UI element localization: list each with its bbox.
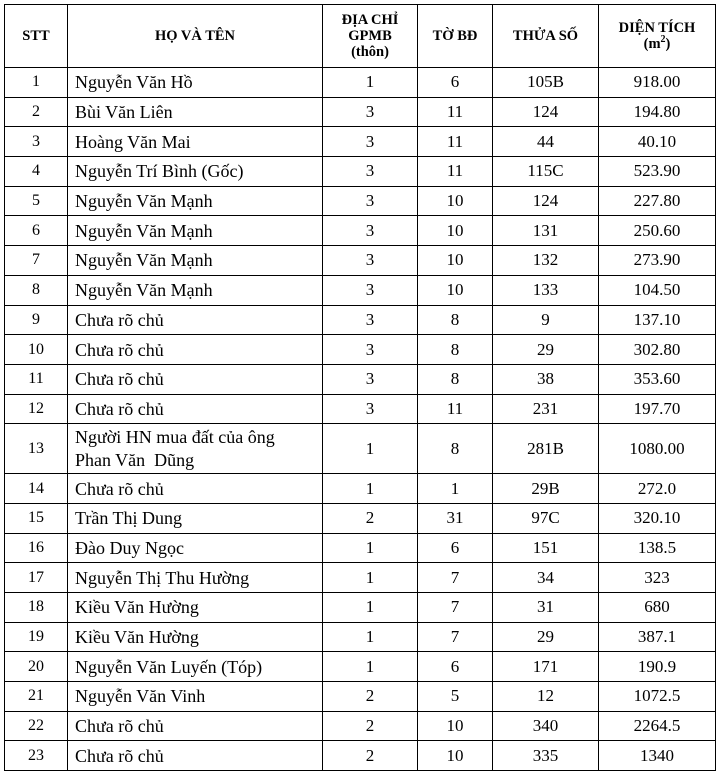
cell-plot-number: 335 (493, 741, 599, 771)
cell-area: 227.80 (599, 186, 716, 216)
cell-name: Chưa rõ chủ (68, 474, 323, 504)
cell-plot-number: 132 (493, 246, 599, 276)
cell-stt: 4 (5, 157, 68, 187)
cell-village: 2 (323, 682, 418, 712)
cell-plot-number: 281B (493, 424, 599, 474)
cell-village: 1 (323, 563, 418, 593)
cell-plot-number: 97C (493, 503, 599, 533)
cell-village: 1 (323, 533, 418, 563)
cell-village: 1 (323, 652, 418, 682)
cell-village: 3 (323, 335, 418, 365)
cell-name: Kiều Văn Hường (68, 593, 323, 623)
cell-plot-number: 133 (493, 275, 599, 305)
cell-plot-number: 29 (493, 335, 599, 365)
cell-area: 302.80 (599, 335, 716, 365)
cell-plot-number: 231 (493, 394, 599, 424)
cell-plot-number: 31 (493, 593, 599, 623)
cell-area: 387.1 (599, 622, 716, 652)
cell-name: Kiều Văn Hường (68, 622, 323, 652)
cell-area: 680 (599, 593, 716, 623)
cell-area: 523.90 (599, 157, 716, 187)
cell-village: 1 (323, 593, 418, 623)
cell-plot-number: 171 (493, 652, 599, 682)
cell-stt: 18 (5, 593, 68, 623)
table-header (5, 5, 716, 68)
cell-map-sheet: 10 (418, 711, 493, 741)
cell-map-sheet: 6 (418, 652, 493, 682)
table-row (5, 394, 716, 424)
cell-stt: 1 (5, 68, 68, 98)
cell-name: Chưa rõ chủ (68, 364, 323, 394)
cell-name: Trần Thị Dung (68, 503, 323, 533)
cell-village: 1 (323, 68, 418, 98)
cell-village: 2 (323, 503, 418, 533)
cell-area: 1080.00 (599, 424, 716, 474)
cell-name: Chưa rõ chủ (68, 394, 323, 424)
cell-area: 138.5 (599, 533, 716, 563)
cell-map-sheet: 7 (418, 593, 493, 623)
cell-name: Nguyễn Văn Vinh (68, 682, 323, 712)
header-area-unit: $(m^2)$ (643, 34, 671, 52)
table-row (5, 741, 716, 771)
header-map-sheet: TỜ BĐ (418, 5, 493, 68)
cell-stt: 8 (5, 275, 68, 305)
cell-stt: 10 (5, 335, 68, 365)
cell-plot-number: 38 (493, 364, 599, 394)
cell-area: 2264.5 (599, 711, 716, 741)
table-row (5, 533, 716, 563)
cell-plot-number: 29B (493, 474, 599, 504)
cell-name: Nguyễn Văn Mạnh (68, 246, 323, 276)
table-row (5, 335, 716, 365)
cell-map-sheet: 6 (418, 68, 493, 98)
cell-village: 1 (323, 424, 418, 474)
table-row (5, 186, 716, 216)
table-row (5, 622, 716, 652)
cell-village: 3 (323, 394, 418, 424)
cell-area: 272.0 (599, 474, 716, 504)
cell-name: Chưa rõ chủ (68, 741, 323, 771)
table-row (5, 593, 716, 623)
cell-stt: 20 (5, 652, 68, 682)
cell-plot-number: 29 (493, 622, 599, 652)
cell-stt: 23 (5, 741, 68, 771)
cell-map-sheet: 10 (418, 275, 493, 305)
table-body (5, 68, 716, 771)
cell-name: Nguyễn Văn Hồ (68, 68, 323, 98)
cell-village: 2 (323, 741, 418, 771)
cell-plot-number: 34 (493, 563, 599, 593)
cell-village: 2 (323, 711, 418, 741)
cell-area: 320.10 (599, 503, 716, 533)
cell-stt: 21 (5, 682, 68, 712)
table-row (5, 424, 716, 474)
cell-map-sheet: 8 (418, 424, 493, 474)
cell-name: Chưa rõ chủ (68, 335, 323, 365)
cell-stt: 22 (5, 711, 68, 741)
cell-area: 1072.5 (599, 682, 716, 712)
cell-stt: 11 (5, 364, 68, 394)
cell-plot-number: 9 (493, 305, 599, 335)
cell-area: 40.10 (599, 127, 716, 157)
cell-area: 197.70 (599, 394, 716, 424)
cell-stt: 12 (5, 394, 68, 424)
cell-stt: 14 (5, 474, 68, 504)
cell-plot-number: 105B (493, 68, 599, 98)
table-row (5, 503, 716, 533)
header-address-line2: GPMB (348, 28, 392, 44)
cell-name: Nguyễn Văn Luyến (Tóp) (68, 652, 323, 682)
cell-plot-number: 12 (493, 682, 599, 712)
cell-village: 3 (323, 127, 418, 157)
cell-map-sheet: 5 (418, 682, 493, 712)
cell-village: 3 (323, 216, 418, 246)
cell-village: 3 (323, 186, 418, 216)
cell-name: Nguyễn Văn Mạnh (68, 216, 323, 246)
cell-plot-number: 124 (493, 97, 599, 127)
cell-name (68, 424, 323, 474)
cell-village: 3 (323, 246, 418, 276)
cell-area: 1340 (599, 741, 716, 771)
cell-stt: 3 (5, 127, 68, 157)
table-row (5, 246, 716, 276)
cell-map-sheet: 11 (418, 127, 493, 157)
cell-name: Bùi Văn Liên (68, 97, 323, 127)
cell-village: 1 (323, 474, 418, 504)
cell-map-sheet: 10 (418, 741, 493, 771)
cell-name: Nguyễn Văn Mạnh (68, 275, 323, 305)
table-row (5, 97, 716, 127)
cell-map-sheet: 10 (418, 216, 493, 246)
cell-plot-number: 44 (493, 127, 599, 157)
header-stt: STT (5, 5, 68, 68)
cell-name: Nguyễn Thị Thu Hường (68, 563, 323, 593)
cell-village: 3 (323, 305, 418, 335)
cell-stt: 17 (5, 563, 68, 593)
cell-map-sheet: 7 (418, 563, 493, 593)
table-row (5, 275, 716, 305)
cell-map-sheet: 11 (418, 394, 493, 424)
cell-name: Nguyễn Trí Bình (Gốc) (68, 157, 323, 187)
cell-area: 353.60 (599, 364, 716, 394)
cell-stt: 15 (5, 503, 68, 533)
cell-village: 3 (323, 364, 418, 394)
cell-name: Đào Duy Ngọc (68, 533, 323, 563)
cell-stt: 6 (5, 216, 68, 246)
cell-area: 918.00 (599, 68, 716, 98)
cell-stt: 7 (5, 246, 68, 276)
table-row (5, 157, 716, 187)
cell-map-sheet: 10 (418, 186, 493, 216)
cell-map-sheet: 6 (418, 533, 493, 563)
cell-area: 250.60 (599, 216, 716, 246)
table-row (5, 682, 716, 712)
cell-map-sheet: 8 (418, 305, 493, 335)
header-row (5, 5, 716, 68)
cell-village: 1 (323, 622, 418, 652)
cell-stt: 9 (5, 305, 68, 335)
cell-map-sheet: 1 (418, 474, 493, 504)
name-line2: Phan Văn Dũng (75, 449, 195, 470)
cell-plot-number: 151 (493, 533, 599, 563)
cell-map-sheet: 8 (418, 364, 493, 394)
cell-stt: 19 (5, 622, 68, 652)
cell-area: 323 (599, 563, 716, 593)
header-plot-number: THỬA SỐ (493, 5, 599, 68)
cell-map-sheet: 10 (418, 246, 493, 276)
cell-name: Nguyễn Văn Mạnh (68, 186, 323, 216)
table-row (5, 127, 716, 157)
table-row (5, 474, 716, 504)
cell-name: Chưa rõ chủ (68, 711, 323, 741)
header-address-line3: (thôn) (351, 44, 389, 60)
cell-plot-number: 340 (493, 711, 599, 741)
table-row (5, 216, 716, 246)
table-row (5, 364, 716, 394)
cell-village: 3 (323, 97, 418, 127)
cell-village: 3 (323, 157, 418, 187)
cell-area: 137.10 (599, 305, 716, 335)
table-row (5, 563, 716, 593)
cell-plot-number: 124 (493, 186, 599, 216)
cell-map-sheet: 11 (418, 157, 493, 187)
header-address-line1: ĐỊA CHỈ (341, 12, 399, 28)
table-row (5, 711, 716, 741)
header-name: HỌ VÀ TÊN (68, 5, 323, 68)
cell-plot-number: 131 (493, 216, 599, 246)
cell-map-sheet: 11 (418, 97, 493, 127)
cell-village: 3 (323, 275, 418, 305)
land-plot-table (4, 4, 716, 771)
header-area (599, 5, 716, 68)
cell-stt: 13 (5, 424, 68, 474)
table-row (5, 68, 716, 98)
cell-stt: 5 (5, 186, 68, 216)
cell-stt: 16 (5, 533, 68, 563)
cell-plot-number: 115C (493, 157, 599, 187)
cell-area: 194.80 (599, 97, 716, 127)
header-area-line1: DIỆN TÍCH (618, 20, 696, 36)
cell-area: 273.90 (599, 246, 716, 276)
cell-stt: 2 (5, 97, 68, 127)
table-row (5, 652, 716, 682)
cell-area: 104.50 (599, 275, 716, 305)
header-address (323, 5, 418, 68)
name-line1: Người HN mua đất của ông (75, 426, 275, 447)
cell-map-sheet: 8 (418, 335, 493, 365)
cell-area: 190.9 (599, 652, 716, 682)
table-row (5, 305, 716, 335)
cell-map-sheet: 31 (418, 503, 493, 533)
cell-map-sheet: 7 (418, 622, 493, 652)
cell-name: Chưa rõ chủ (68, 305, 323, 335)
cell-name: Hoàng Văn Mai (68, 127, 323, 157)
